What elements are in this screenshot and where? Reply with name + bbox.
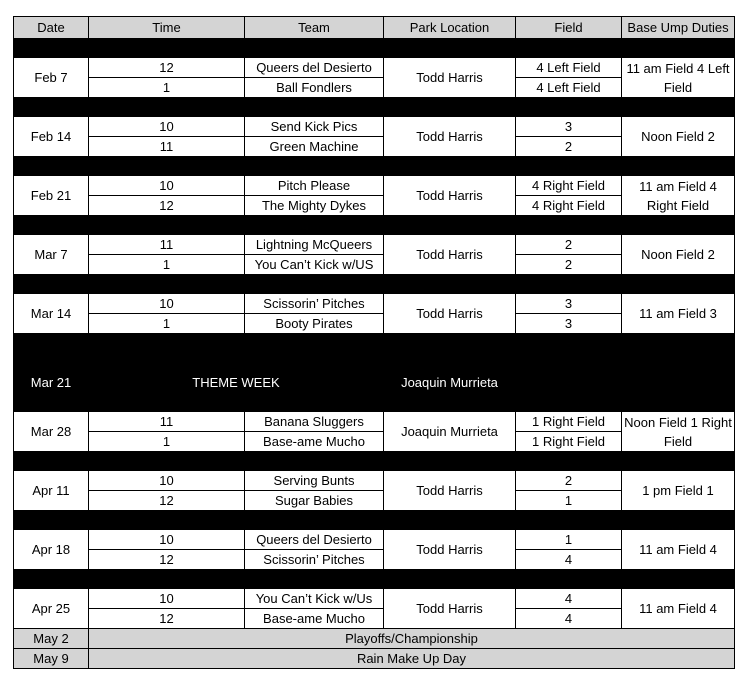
team-cell: Banana Sluggers (245, 412, 384, 432)
time-cell: 1 (89, 314, 245, 334)
time-cell: 10 (89, 176, 245, 196)
time-cell: 12 (89, 58, 245, 78)
team-cell: Ball Fondlers (245, 78, 384, 98)
ump-duty-cell: 11 am Field 4 Right Field (622, 176, 735, 216)
time-cell: 1 (89, 78, 245, 98)
ump-duty-cell: Noon Field 1 Right Field (622, 412, 735, 452)
ump-duty-cell: 11 am Field 4 (622, 589, 735, 629)
special-row-text: Playoffs/Championship (89, 629, 735, 649)
team-cell: Send Kick Pics (245, 117, 384, 137)
time-cell: 10 (89, 294, 245, 314)
ump-duty-cell: Noon Field 2 (622, 235, 735, 275)
header-date: Date (14, 17, 89, 39)
special-row (14, 629, 735, 649)
field-cell: 1 Right Field (516, 432, 622, 452)
field-cell: 4 (516, 609, 622, 629)
game-row (14, 294, 735, 314)
field-cell: 1 (516, 530, 622, 550)
date-cell: Apr 18 (14, 530, 89, 570)
time-cell: 10 (89, 530, 245, 550)
header-ump: Base Ump Duties (622, 17, 735, 39)
field-cell: 3 (516, 117, 622, 137)
team-cell: Queers del Desierto (245, 58, 384, 78)
time-cell: 12 (89, 550, 245, 570)
park-cell: Todd Harris (384, 176, 516, 216)
field-cell: 1 (516, 491, 622, 511)
team-cell: Scissorin’ Pitches (245, 550, 384, 570)
separator-cell (14, 98, 735, 117)
team-cell: Lightning McQueers (245, 235, 384, 255)
game-row (14, 471, 735, 491)
game-row (14, 58, 735, 78)
park-cell: Joaquin Murrieta (384, 353, 516, 412)
field-cell: 2 (516, 471, 622, 491)
time-cell: 11 (89, 137, 245, 157)
separator-row (14, 275, 735, 294)
field-cell (516, 353, 622, 412)
separator-row (14, 98, 735, 117)
team-cell: Base-ame Mucho (245, 609, 384, 629)
park-cell: Todd Harris (384, 530, 516, 570)
date-cell: May 9 (14, 649, 89, 669)
team-cell: Scissorin’ Pitches (245, 294, 384, 314)
field-cell: 4 Left Field (516, 58, 622, 78)
separator-cell (14, 39, 735, 58)
header-row (14, 17, 735, 39)
date-cell: Feb 7 (14, 58, 89, 98)
team-cell: The Mighty Dykes (245, 196, 384, 216)
team-cell: You Can’t Kick w/US (245, 255, 384, 275)
field-cell: 4 Left Field (516, 78, 622, 98)
field-cell: 2 (516, 255, 622, 275)
game-row (14, 530, 735, 550)
time-cell: 1 (89, 255, 245, 275)
field-cell: 3 (516, 294, 622, 314)
ump-duty-cell: 11 am Field 4 Left Field (622, 58, 735, 98)
team-cell: Green Machine (245, 137, 384, 157)
field-cell: 2 (516, 137, 622, 157)
field-cell: 4 Right Field (516, 196, 622, 216)
date-cell: Mar 28 (14, 412, 89, 452)
time-cell: 12 (89, 491, 245, 511)
park-cell: Todd Harris (384, 58, 516, 98)
field-cell: 4 (516, 589, 622, 609)
date-cell: Mar 14 (14, 294, 89, 334)
separator-cell (14, 511, 735, 530)
separator-cell (14, 157, 735, 176)
header-team: Team (245, 17, 384, 39)
team-cell: Sugar Babies (245, 491, 384, 511)
park-cell: Todd Harris (384, 117, 516, 157)
field-cell: 2 (516, 235, 622, 255)
game-row (14, 117, 735, 137)
separator-row (14, 452, 735, 471)
ump-duty-cell (622, 353, 735, 412)
separator-cell (14, 275, 735, 294)
separator-cell (14, 452, 735, 471)
team-cell: Base-ame Mucho (245, 432, 384, 452)
field-cell: 4 Right Field (516, 176, 622, 196)
team-cell: Serving Bunts (245, 471, 384, 491)
special-row (14, 649, 735, 669)
separator-cell (14, 216, 735, 235)
time-cell: 12 (89, 196, 245, 216)
separator-row (14, 570, 735, 589)
ump-duty-cell: Noon Field 2 (622, 117, 735, 157)
separator-row (14, 334, 735, 353)
time-cell: 1 (89, 432, 245, 452)
separator-row (14, 39, 735, 58)
time-cell: 10 (89, 117, 245, 137)
time-cell: 11 (89, 412, 245, 432)
separator-row (14, 216, 735, 235)
team-cell: Pitch Please (245, 176, 384, 196)
field-cell: 4 (516, 550, 622, 570)
park-cell: Todd Harris (384, 471, 516, 511)
time-cell: 11 (89, 235, 245, 255)
separator-row (14, 157, 735, 176)
header-time: Time (89, 17, 245, 39)
date-cell: Feb 14 (14, 117, 89, 157)
ump-duty-cell: 11 am Field 3 (622, 294, 735, 334)
ump-duty-cell: 11 am Field 4 (622, 530, 735, 570)
park-cell: Todd Harris (384, 235, 516, 275)
game-row (14, 235, 735, 255)
theme-week-row (14, 353, 735, 412)
theme-week-label: THEME WEEK (89, 353, 384, 412)
date-cell: Apr 25 (14, 589, 89, 629)
ump-duty-cell: 1 pm Field 1 (622, 471, 735, 511)
game-row (14, 412, 735, 432)
date-cell: Mar 21 (14, 353, 89, 412)
separator-cell (14, 570, 735, 589)
date-cell: Mar 7 (14, 235, 89, 275)
game-row (14, 176, 735, 196)
team-cell: Booty Pirates (245, 314, 384, 334)
time-cell: 12 (89, 609, 245, 629)
field-cell: 3 (516, 314, 622, 334)
park-cell: Todd Harris (384, 294, 516, 334)
game-row (14, 589, 735, 609)
schedule-body (14, 39, 735, 669)
time-cell: 10 (89, 471, 245, 491)
header-park: Park Location (384, 17, 516, 39)
date-cell: Feb 21 (14, 176, 89, 216)
time-cell: 10 (89, 589, 245, 609)
park-cell: Todd Harris (384, 589, 516, 629)
separator-row (14, 511, 735, 530)
field-cell: 1 Right Field (516, 412, 622, 432)
date-cell: Apr 11 (14, 471, 89, 511)
schedule-table (13, 16, 735, 669)
special-row-text: Rain Make Up Day (89, 649, 735, 669)
team-cell: You Can’t Kick w/Us (245, 589, 384, 609)
header-field: Field (516, 17, 622, 39)
park-cell: Joaquin Murrieta (384, 412, 516, 452)
separator-cell (14, 334, 735, 353)
team-cell: Queers del Desierto (245, 530, 384, 550)
date-cell: May 2 (14, 629, 89, 649)
